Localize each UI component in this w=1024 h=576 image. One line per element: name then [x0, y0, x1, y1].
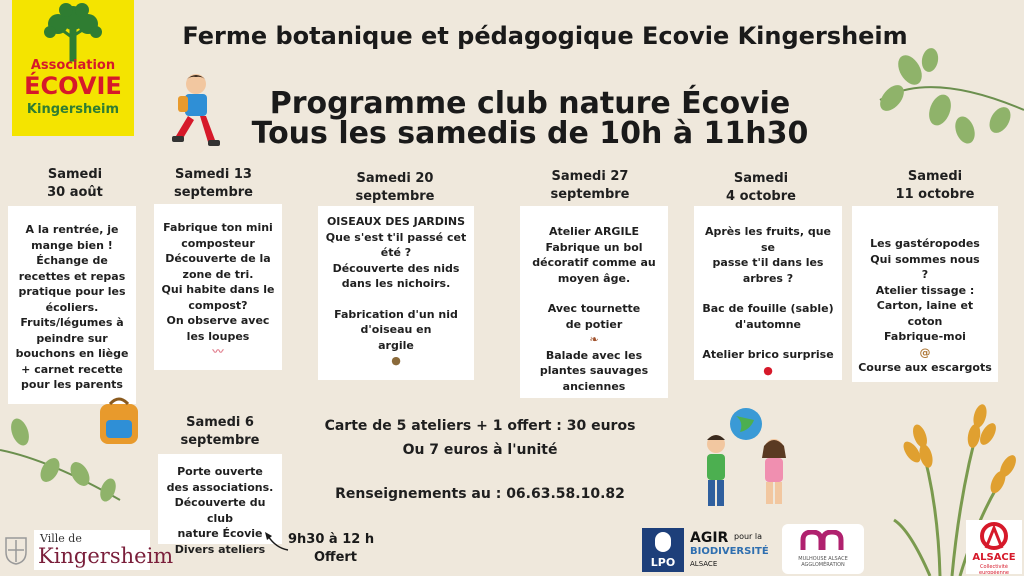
agir-pour-la: pour la — [734, 532, 762, 541]
session-date-27-sept: Samedi 27 septembre — [550, 169, 630, 202]
agir-alsace: ALSACE — [690, 560, 718, 568]
alsace-logo — [966, 520, 1022, 574]
worm-icon: 〰 — [212, 345, 224, 358]
session-date-11-oct: Samedi 11 octobre — [895, 169, 975, 202]
session-card-4-oct: Après les fruits, que se passe t'il dans les arbres ? Bac de fouille (sable) d'automne Atelier brico surprise ● — [694, 206, 842, 380]
contact-phone: Renseignements au : 06.63.58.10.82 — [335, 486, 625, 502]
nest-icon: ● — [391, 354, 401, 367]
session-card-20-sept: OISEAUX DES JARDINS Que s'est t'il passé cet été ? Découverte des nids dans les nichoirs. Fabrication d'un nid d'oiseau en argile ● — [318, 206, 474, 380]
agir-biodiversite: BIODIVERSITÉ — [690, 546, 769, 557]
session-card-13-sept: Fabrique ton mini composteur Découverte de la zone de tri. Qui habite dans le compost? On observe avec les loupes 〰 — [154, 204, 282, 370]
m2a-m-icon — [800, 530, 846, 552]
session-card-30-aout: A la rentrée, je mange bien ! Échange de recettes et repas pratique pour les écoliers. Fruits/légumes à peindre sur bouchons en liège + carnet recette pour les parents — [8, 206, 136, 404]
agir-biodiversite-logo — [690, 528, 770, 572]
open-day-offert: Offert — [314, 550, 358, 565]
ville-small-text: Ville de — [40, 532, 82, 545]
session-date-13-sept: Samedi 13 septembre — [174, 167, 253, 200]
children-globe-icon — [694, 404, 806, 516]
alsace-sub-text: Collectivité européenne — [979, 564, 1009, 574]
logo-line1: Association — [30, 58, 116, 73]
feather-icon: ❧ — [589, 333, 599, 346]
leaf-branch-icon — [870, 40, 1024, 150]
ville-kingersheim-logo — [34, 530, 174, 570]
arrow-icon — [262, 530, 290, 554]
snail-icon: @ — [919, 345, 931, 359]
ville-big-text: Kingersheim — [38, 544, 174, 568]
running-child-icon — [168, 70, 224, 152]
lpo-logo — [642, 528, 684, 572]
m2a-text: MULHOUSE ALSACE AGGLOMÉRATION — [798, 556, 848, 568]
session-date-20-sept: Samedi 20 septembre — [355, 171, 435, 204]
agir-text: AGIR — [690, 530, 729, 546]
session-date-30-aout: Samedi 30 août — [47, 167, 103, 200]
pricing-unit: Ou 7 euros à l'unité — [402, 442, 558, 458]
logo-line3: Kingersheim — [26, 102, 120, 117]
farm-title: Ferme botanique et pédagogique Ecovie Kingersheim — [182, 22, 908, 50]
program-title: Programme club nature Écovie — [269, 86, 791, 121]
session-date-6-sept: Samedi 6 septembre — [180, 415, 260, 448]
apple-icon: ● — [763, 363, 773, 377]
session-card-6-sept: Porte ouverte des associations. Découverte du club nature Écovie Divers ateliers — [158, 454, 282, 544]
session-card-11-oct: Les gastéropodes Qui sommes nous ? Atelier tissage : Carton, laine et coton Fabrique-moi @ Course aux escargots — [852, 206, 998, 382]
session-date-4-oct: Samedi 4 octobre — [726, 171, 796, 204]
tree-icon — [38, 2, 108, 62]
leaf-branch-left-icon — [0, 410, 130, 510]
coat-of-arms-icon — [4, 536, 28, 566]
schedule-title: Tous les samedis de 10h à 11h30 — [251, 116, 809, 151]
session-card-27-sept: Atelier ARGILE Fabrique un bol décoratif comme au moyen âge. Avec tournette de potier ❧ Balade avec les plantes sauvages anciennes — [520, 206, 668, 398]
logo-line2: ÉCOVIE — [24, 72, 122, 100]
alsace-a-icon — [978, 522, 1010, 550]
lpo-text: LPO — [650, 556, 676, 569]
puffin-icon — [655, 532, 671, 552]
alsace-text: ALSACE — [972, 552, 1016, 563]
m2a-logo — [782, 524, 864, 574]
ecovie-logo — [12, 0, 134, 136]
pricing-card: Carte de 5 ateliers + 1 offert : 30 euros — [324, 418, 636, 434]
open-day-time: 9h30 à 12 h — [288, 532, 375, 547]
